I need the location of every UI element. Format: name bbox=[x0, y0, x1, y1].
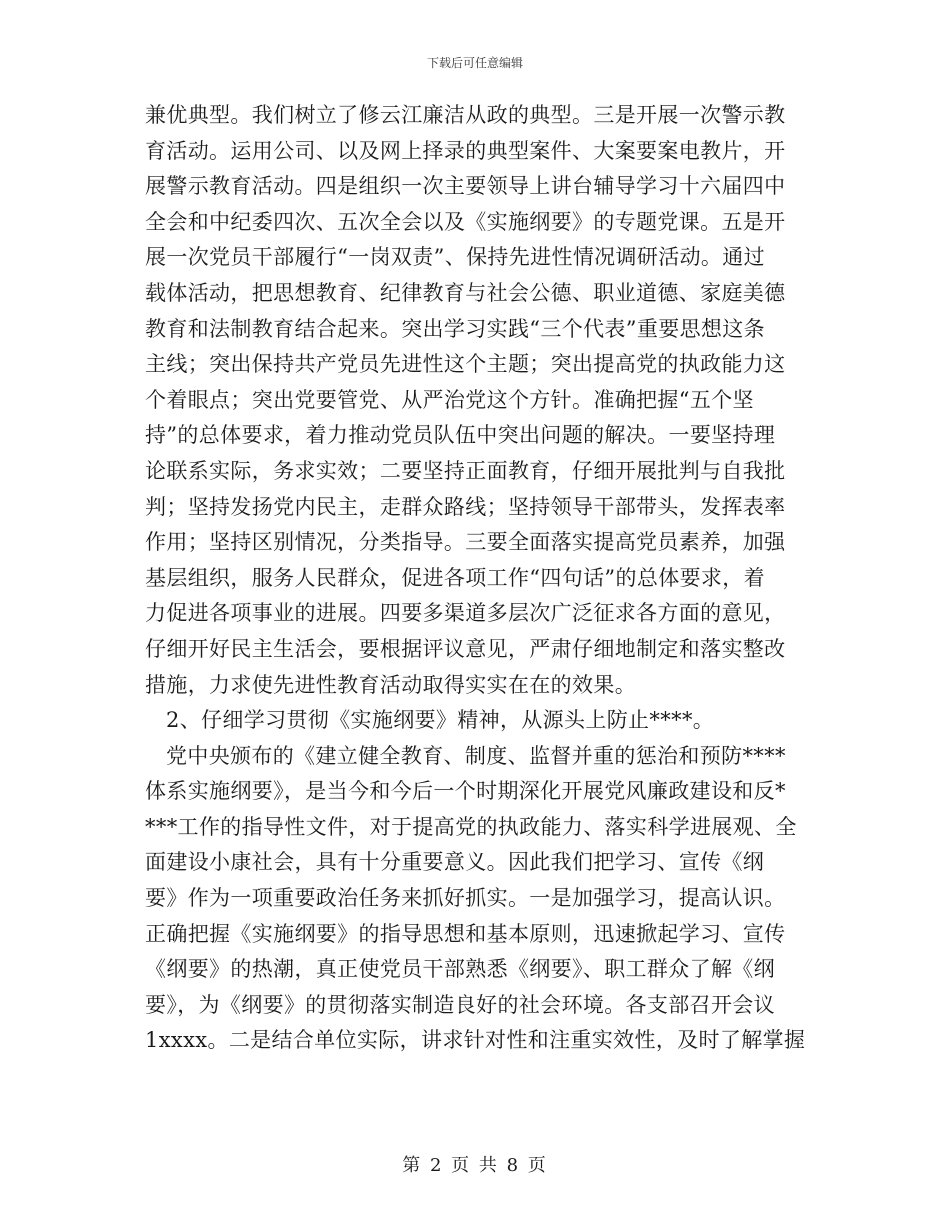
text-line: 育活动。运用公司、以及网上择录的典型案件、大案要案电教片，开 bbox=[145, 138, 786, 163]
page-header: 下载后可任意编辑 bbox=[426, 56, 523, 70]
text-line: 党中央颁布的《建立健全教育、制度、监督并重的惩治和预防**** bbox=[166, 743, 786, 768]
text-line: 《纲要》的热潮，真正使党员干部熟悉《纲要》、职工群众了解《纲 bbox=[145, 957, 775, 982]
text-line: 全会和中纪委四次、五次全会以及《实施纲要》的专题党课。五是开 bbox=[145, 209, 786, 234]
text-line: 基层组织，服务人民群众，促进各项工作“四句话”的总体要求，着 bbox=[145, 565, 765, 590]
text-line: 兼优典型。我们树立了修云江廉洁从政的典型。三是开展一次警示教 bbox=[145, 103, 786, 127]
text-line: 要》作为一项重要政治任务来抓好抓实。一是加强学习，提高认识。 bbox=[145, 886, 786, 911]
text-line: 仔细开好民主生活会，要根据评议意见，严肃仔细地制定和落实整改 bbox=[145, 636, 786, 661]
text-line: 力促进各项事业的进展。四要多渠道多层次广泛征求各方面的意见， bbox=[145, 601, 786, 626]
page-number: 第 2 页 共 8 页 bbox=[402, 1155, 548, 1176]
text-line: 个着眼点；突出党要管党、从严治党这个方针。准确把握“五个坚 bbox=[145, 387, 754, 412]
text-line: 展一次党员干部履行“一岗双责”、保持先进性情况调研活动。通过 bbox=[145, 245, 765, 270]
text-line: 判；坚持发扬党内民主，走群众路线；坚持领导干部带头，发挥表率 bbox=[145, 494, 786, 519]
text-line: 教育和法制教育结合起来。突出学习实践“三个代表”重要思想这条 bbox=[145, 316, 765, 341]
text-line: 体系实施纲要》，是当今和今后一个时期深化开展党风廉政建设和反* bbox=[145, 779, 786, 804]
text-line: 作用；坚持区别情况，分类指导。三要全面落实提高党员素养，加强 bbox=[145, 530, 786, 555]
text-line: 面建设小康社会，具有十分重要意义。因此我们把学习、宣传《纲 bbox=[145, 850, 765, 875]
text-line: 论联系实际，务求实效；二要坚持正面教育，仔细开展批判与自我批 bbox=[145, 458, 786, 483]
text-line: ***工作的指导性文件，对于提高党的执政能力、落实科学进展观、全 bbox=[145, 814, 797, 839]
text-line: 1xxxx。二是结合单位实际，讲求针对性和注重实效性，及时了解掌握 bbox=[145, 1028, 806, 1053]
text-line: 展警示教育活动。四是组织一次主要领导上讲台辅导学习十六届四中 bbox=[145, 174, 786, 199]
text-line: 载体活动，把思想教育、纪律教育与社会公德、职业道德、家庭美德 bbox=[145, 280, 786, 305]
text-line: 持”的总体要求，着力推动党员队伍中突出问题的解决。一要坚持理 bbox=[145, 423, 776, 448]
text-line: 措施，力求使先进性教育活动取得实实在在的效果。 bbox=[145, 672, 637, 697]
text-line: 主线；突出保持共产党员先进性这个主题；突出提高党的执政能力这 bbox=[145, 352, 786, 377]
document-body bbox=[145, 98, 810, 1059]
text-line: 正确把握《实施纲要》的指导思想和基本原则，迅速掀起学习、宣传 bbox=[145, 921, 786, 946]
section-heading: 2、仔细学习贯彻《实施纲要》精神，从源头上防止****。 bbox=[166, 708, 715, 733]
text-line: 要》，为《纲要》的贯彻落实制造良好的社会环境。各支部召开会议 bbox=[145, 992, 775, 1017]
